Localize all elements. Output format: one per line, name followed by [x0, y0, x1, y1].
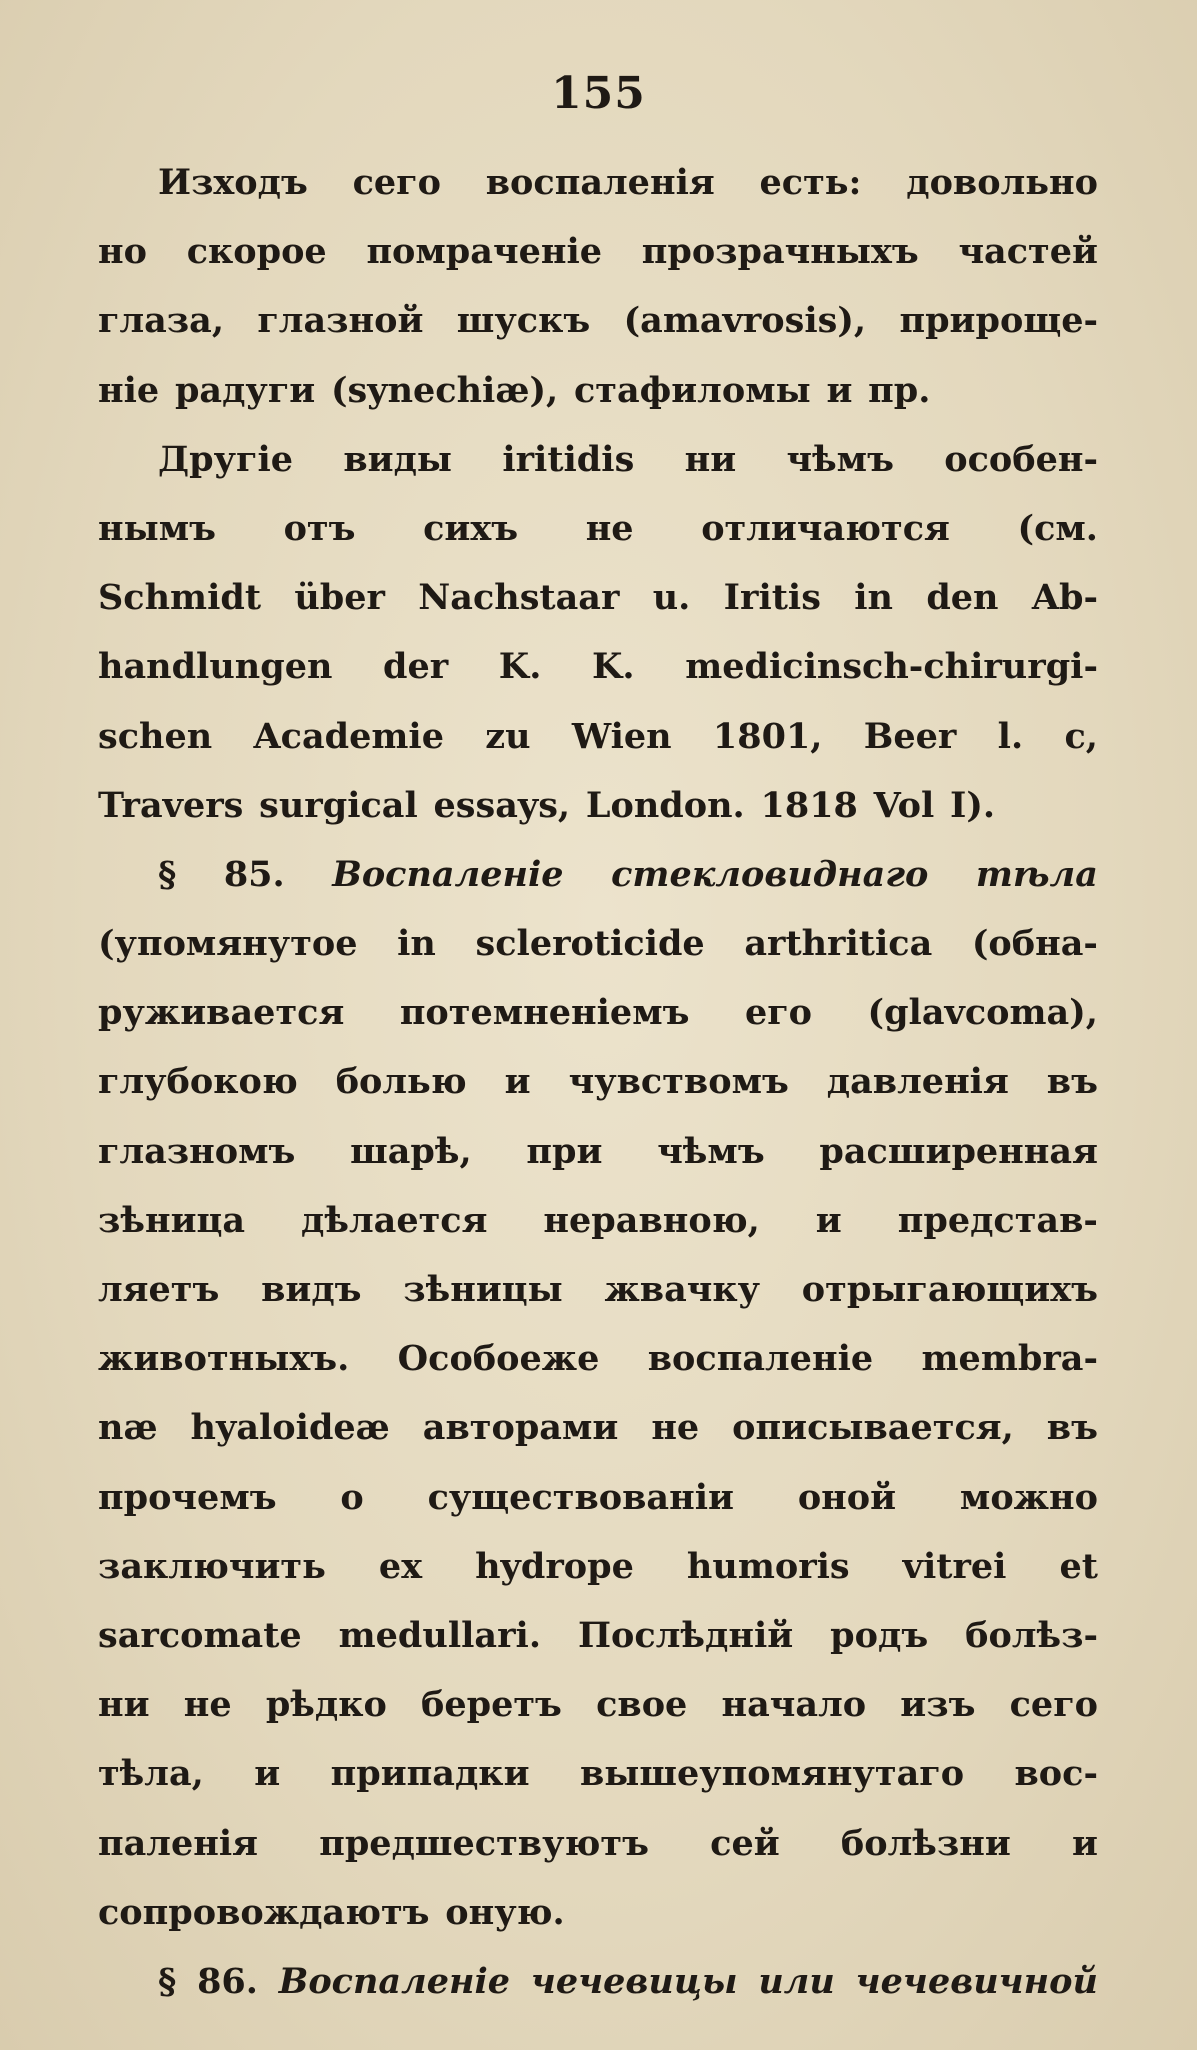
text-line — [98, 1684, 1098, 1753]
word: шарѣ, — [350, 1130, 472, 1172]
word: scleroticide — [475, 923, 705, 965]
word: (см. — [1017, 507, 1098, 549]
word: отъ — [283, 507, 356, 549]
word: довольно — [906, 162, 1098, 203]
text-line — [98, 1546, 1098, 1615]
word: дѣлается — [301, 1199, 488, 1241]
word: есть: — [759, 162, 862, 203]
word: скорое — [186, 231, 327, 273]
word: чѣмъ — [786, 438, 894, 480]
word: предшествуютъ — [319, 1822, 649, 1864]
text-line — [98, 992, 1098, 1061]
word: ляетъ — [98, 1269, 220, 1310]
word: über — [294, 577, 385, 619]
word: Vol — [873, 784, 935, 826]
word: (упомянутое — [98, 923, 358, 965]
word: c, — [1064, 715, 1098, 757]
word: сего — [1009, 1684, 1098, 1726]
word: изъ — [900, 1684, 976, 1726]
word: sarcomate — [98, 1614, 302, 1656]
word: Послѣдній — [578, 1614, 794, 1656]
word: Nachstaar — [418, 577, 620, 619]
word: оную. — [445, 1891, 565, 1933]
word: medicinsch-chirurgi- — [685, 646, 1098, 688]
word: ни — [98, 1684, 150, 1726]
word: den — [926, 577, 999, 619]
word: Beer — [863, 715, 957, 757]
word: сопровождаютъ — [98, 1891, 430, 1933]
word: K. — [592, 646, 635, 688]
word: не — [651, 1407, 700, 1449]
word: рѣдко — [265, 1684, 387, 1726]
word: потемненіемъ — [399, 992, 690, 1034]
word: vitrei — [902, 1545, 1007, 1587]
word: въ — [1046, 1061, 1098, 1103]
word: сего — [352, 162, 441, 203]
word: in — [397, 923, 436, 965]
word: Воспаленіе — [278, 1960, 511, 2002]
text-line — [98, 785, 1098, 854]
text-line — [98, 1892, 1098, 1961]
word: стекловиднаго — [611, 853, 929, 895]
word: существованіи — [427, 1476, 734, 1518]
word: виды — [343, 438, 453, 480]
word: особен- — [944, 438, 1098, 480]
text-line — [98, 923, 1098, 992]
word: Ab- — [1031, 577, 1098, 619]
word: essays, — [433, 784, 571, 826]
text-line — [98, 508, 1098, 577]
word: чечевицы — [530, 1960, 738, 2002]
word: Изходъ — [158, 162, 308, 203]
word: заключить — [98, 1545, 326, 1587]
word: (glavcoma), — [867, 992, 1098, 1034]
word: hyaloideæ — [190, 1407, 390, 1449]
text-line — [98, 162, 1098, 231]
word: неравною, — [543, 1199, 760, 1241]
word: hydrope — [475, 1545, 634, 1587]
word: næ — [98, 1407, 158, 1449]
word: iritidis — [502, 438, 635, 480]
word: или — [758, 1960, 835, 2002]
text-line — [98, 646, 1098, 715]
text-line — [98, 1269, 1098, 1338]
word: Воспаленіе — [332, 853, 564, 895]
word: глубокою — [98, 1061, 298, 1103]
word: авторами — [422, 1407, 619, 1449]
word: паленія — [98, 1822, 259, 1864]
word: et — [1059, 1545, 1098, 1587]
word: der — [383, 646, 449, 688]
word: отрыгающихъ — [801, 1269, 1098, 1310]
word: родъ — [830, 1614, 929, 1656]
word: шускъ — [456, 300, 591, 342]
word: l. — [997, 715, 1024, 757]
word: но — [98, 231, 147, 273]
text-line — [98, 300, 1098, 369]
text-line — [98, 577, 1098, 646]
word: болью — [335, 1061, 467, 1103]
word: schen — [98, 715, 213, 757]
word: (synechiæ), — [330, 369, 559, 411]
word: (обна- — [971, 923, 1098, 965]
word: представ- — [897, 1199, 1098, 1241]
word: K. — [498, 646, 542, 688]
word: Wien — [571, 715, 672, 757]
word: u. — [652, 577, 691, 619]
word: можно — [959, 1476, 1098, 1518]
text-line — [98, 1961, 1098, 2030]
word: I). — [950, 784, 996, 826]
word: ни — [684, 438, 737, 480]
text-line — [98, 1200, 1098, 1269]
word: Особоеже — [397, 1338, 600, 1380]
word: оной — [797, 1476, 897, 1518]
text-line — [98, 1407, 1098, 1476]
word: вос- — [1014, 1753, 1098, 1795]
word: и — [815, 1199, 842, 1241]
word: тѣла, — [98, 1753, 204, 1795]
word: болѣзни — [840, 1822, 1011, 1864]
word: глазномъ — [98, 1130, 296, 1172]
word: воспаленіе — [647, 1338, 874, 1380]
word: Schmidt — [98, 577, 262, 619]
word: при — [526, 1130, 603, 1172]
text-line — [98, 1061, 1098, 1130]
word: зѣницы — [403, 1269, 563, 1310]
text-line — [98, 1477, 1098, 1546]
word: отличаются — [701, 507, 950, 549]
word: припадки — [330, 1753, 530, 1795]
text-line — [98, 231, 1098, 300]
word: чечевичной — [855, 1960, 1098, 2002]
word: видъ — [261, 1269, 362, 1310]
word: Travers — [98, 784, 244, 826]
word: и — [826, 369, 853, 411]
word: начало — [721, 1684, 867, 1726]
word: не — [183, 1684, 232, 1726]
word: (amavrosis), — [623, 300, 867, 342]
word: 1818 — [760, 784, 858, 826]
text-line — [98, 854, 1098, 923]
word: зѣница — [98, 1199, 246, 1241]
word: handlungen — [98, 646, 333, 688]
word: тѣла — [975, 853, 1098, 895]
page-number: 155 — [551, 68, 646, 119]
word: humoris — [686, 1545, 850, 1587]
text-line — [98, 439, 1098, 508]
word: § — [158, 853, 177, 895]
word: ніе — [98, 369, 160, 411]
word: глаза, — [98, 300, 225, 342]
word: прироще- — [899, 300, 1098, 342]
text-line — [98, 1753, 1098, 1822]
word: zu — [485, 715, 531, 757]
word: и — [1071, 1822, 1098, 1864]
text-line — [98, 370, 1098, 439]
word: нымъ — [98, 507, 216, 549]
text-line — [98, 1615, 1098, 1684]
word: 1801, — [712, 715, 823, 757]
word: § — [158, 1960, 177, 2002]
word: чувствомъ — [568, 1061, 789, 1103]
word: сей — [710, 1822, 780, 1864]
word: глазной — [257, 300, 424, 342]
word: беретъ — [421, 1684, 562, 1726]
text-line — [98, 716, 1098, 785]
word: medullari. — [338, 1614, 542, 1656]
word: стафиломы — [573, 369, 811, 411]
word: сихъ — [423, 507, 519, 549]
text-line — [98, 1823, 1098, 1892]
word: чѣмъ — [657, 1130, 765, 1172]
word: животныхъ. — [98, 1338, 350, 1380]
word: радуги — [174, 369, 316, 411]
word: и — [504, 1061, 531, 1103]
word: его — [744, 992, 813, 1034]
word: surgical — [259, 784, 418, 826]
word: въ — [1046, 1407, 1098, 1449]
word: 85. — [223, 853, 285, 895]
text-line — [98, 1131, 1098, 1200]
word: ex — [378, 1545, 423, 1587]
word: давленія — [826, 1061, 1009, 1103]
word: о — [340, 1476, 364, 1518]
word: воспаленія — [485, 162, 715, 203]
word: прозрачныхъ — [641, 231, 919, 273]
word: Academie — [253, 715, 444, 757]
body-text — [98, 162, 1098, 2030]
word: жвачку — [604, 1269, 761, 1310]
word: прочемъ — [98, 1476, 277, 1518]
word: частей — [958, 231, 1098, 273]
word: вышеупомянутаго — [579, 1753, 965, 1795]
word: Другіе — [158, 438, 294, 480]
word: membra- — [921, 1338, 1098, 1380]
word: руживается — [98, 992, 345, 1034]
word: 86. — [197, 1960, 258, 2002]
word: in — [854, 577, 893, 619]
word: пр. — [868, 369, 931, 411]
word: описывается, — [732, 1407, 1014, 1449]
word: arthritica — [744, 923, 933, 965]
word: помраченіе — [366, 231, 603, 273]
word: болѣз- — [965, 1614, 1098, 1656]
text-line — [98, 1338, 1098, 1407]
word: London. — [585, 784, 745, 826]
word: свое — [596, 1684, 688, 1726]
word: расширенная — [819, 1130, 1098, 1172]
word: не — [585, 507, 634, 549]
word: Iritis — [723, 577, 821, 619]
word: и — [254, 1753, 281, 1795]
